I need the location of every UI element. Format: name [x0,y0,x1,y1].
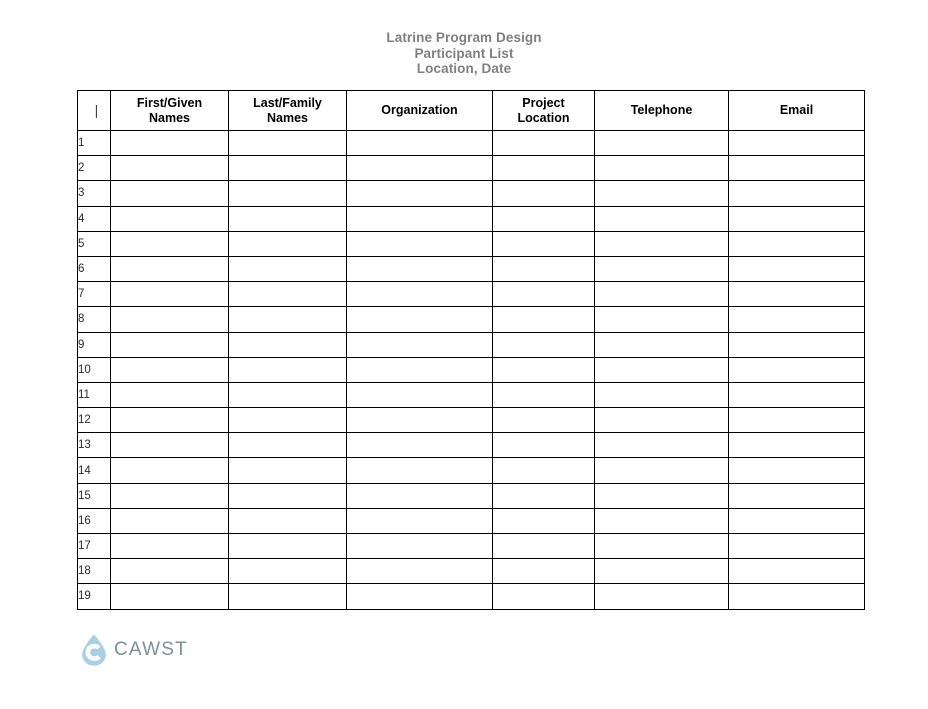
cell-last-name[interactable] [229,256,347,281]
cell-last-name[interactable] [229,181,347,206]
cell-project-location[interactable] [493,408,595,433]
table-row [78,508,865,533]
cell-last-name[interactable] [229,483,347,508]
cell-telephone[interactable] [595,256,729,281]
cell-project-location[interactable] [493,282,595,307]
cell-first-name[interactable] [111,508,229,533]
cell-organization[interactable] [347,534,493,559]
cell-email[interactable] [729,181,865,206]
participant-list-table [77,90,865,610]
cell-organization[interactable] [347,357,493,382]
cell-email[interactable] [729,357,865,382]
cell-telephone[interactable] [595,231,729,256]
cell-organization[interactable] [347,483,493,508]
cell-email[interactable] [729,534,865,559]
cell-first-name[interactable] [111,206,229,231]
water-droplet-icon [79,633,109,667]
table-row [78,382,865,407]
cell-telephone[interactable] [595,408,729,433]
cell-first-name[interactable] [111,382,229,407]
table-row [78,408,865,433]
cell-last-name[interactable] [229,534,347,559]
table-row [78,131,865,156]
cell-email[interactable] [729,332,865,357]
row-number: 15 [78,483,111,508]
row-number: 6 [78,256,111,281]
cell-organization[interactable] [347,282,493,307]
cell-email[interactable] [729,508,865,533]
cell-telephone[interactable] [595,483,729,508]
cell-last-name[interactable] [229,282,347,307]
cell-project-location[interactable] [493,534,595,559]
cell-last-name[interactable] [229,156,347,181]
cell-telephone[interactable] [595,559,729,584]
cell-telephone[interactable] [595,382,729,407]
table-row [78,156,865,181]
cell-project-location[interactable] [493,231,595,256]
cell-last-name[interactable] [229,231,347,256]
cell-email[interactable] [729,483,865,508]
cell-telephone[interactable] [595,584,729,609]
cell-project-location[interactable] [493,307,595,332]
cell-last-name[interactable] [229,131,347,156]
row-number: 1 [78,131,111,156]
row-number: 8 [78,307,111,332]
cell-email[interactable] [729,433,865,458]
cell-first-name[interactable] [111,433,229,458]
cell-first-name[interactable] [111,231,229,256]
cell-last-name[interactable] [229,332,347,357]
row-number: 19 [78,584,111,609]
row-number: 12 [78,408,111,433]
cell-organization[interactable] [347,131,493,156]
table-row [78,181,865,206]
row-number: 5 [78,231,111,256]
cell-first-name[interactable] [111,584,229,609]
cell-project-location[interactable] [493,357,595,382]
table-row [78,559,865,584]
cell-first-name[interactable] [111,131,229,156]
cell-project-location[interactable] [493,483,595,508]
cell-project-location[interactable] [493,206,595,231]
cell-last-name[interactable] [229,357,347,382]
cell-organization[interactable] [347,256,493,281]
row-number: 7 [78,282,111,307]
column-header-last-name-line2: Names [267,110,308,125]
column-header-organization-label: Organization [381,103,458,118]
cell-telephone[interactable] [595,131,729,156]
cell-email[interactable] [729,584,865,609]
cell-organization[interactable] [347,433,493,458]
cell-first-name[interactable] [111,458,229,483]
cell-organization[interactable] [347,408,493,433]
cell-project-location[interactable] [493,156,595,181]
cell-last-name[interactable] [229,559,347,584]
cell-organization[interactable] [347,559,493,584]
column-header-telephone [595,91,729,131]
table-row [78,206,865,231]
cell-last-name[interactable] [229,508,347,533]
title-line-program: Latrine Program Design [386,30,542,45]
cell-first-name[interactable] [111,181,229,206]
cell-first-name[interactable] [111,156,229,181]
column-header-first-name [111,91,229,131]
cell-organization[interactable] [347,508,493,533]
cell-first-name[interactable] [111,559,229,584]
cell-telephone[interactable] [595,433,729,458]
cell-telephone[interactable] [595,357,729,382]
table-row [78,307,865,332]
cell-telephone[interactable] [595,181,729,206]
cell-organization[interactable] [347,382,493,407]
cawst-logo [79,633,188,667]
text-cursor-icon: | [94,101,99,118]
cell-email[interactable] [729,408,865,433]
cell-first-name[interactable] [111,534,229,559]
row-number: 14 [78,458,111,483]
cell-email[interactable] [729,256,865,281]
table-row [78,534,865,559]
title-line-location-date: Location, Date [416,61,512,77]
table-header [78,91,865,131]
cell-last-name[interactable] [229,584,347,609]
column-header-project-location-line1: Project [522,96,565,110]
title-line-subtitle: Participant List [414,45,514,61]
cell-first-name[interactable] [111,483,229,508]
cell-email[interactable] [729,231,865,256]
cell-first-name[interactable] [111,408,229,433]
cell-project-location[interactable] [493,508,595,533]
cell-organization[interactable] [347,584,493,609]
cell-email[interactable] [729,206,865,231]
column-header-project-location [493,91,595,131]
cawst-wordmark: CAWST [114,639,188,660]
cell-first-name[interactable] [111,282,229,307]
cell-email[interactable] [729,131,865,156]
table-row [78,256,865,281]
cell-last-name[interactable] [229,408,347,433]
column-header-first-name-line2: Names [149,110,190,125]
row-number: 2 [78,156,111,181]
cell-telephone[interactable] [595,307,729,332]
table-row [78,458,865,483]
row-number: 10 [78,357,111,382]
cell-first-name[interactable] [111,332,229,357]
cell-organization[interactable] [347,307,493,332]
cell-last-name[interactable] [229,307,347,332]
column-header-email [729,91,865,131]
cell-project-location[interactable] [493,584,595,609]
cell-telephone[interactable] [595,282,729,307]
cell-email[interactable] [729,307,865,332]
participant-table-container [77,90,864,610]
column-header-last-name-line1: Last/Family [253,96,322,110]
cell-project-location[interactable] [493,382,595,407]
cell-first-name[interactable] [111,256,229,281]
row-number: 18 [78,559,111,584]
table-row [78,231,865,256]
column-header-project-location-line2: Location [517,110,570,125]
cell-telephone[interactable] [595,332,729,357]
row-number: 3 [78,181,111,206]
cell-project-location[interactable] [493,131,595,156]
cell-project-location[interactable] [493,458,595,483]
cell-last-name[interactable] [229,206,347,231]
cell-email[interactable] [729,382,865,407]
cell-telephone[interactable] [595,206,729,231]
table-row [78,332,865,357]
cell-organization[interactable] [347,458,493,483]
cell-telephone[interactable] [595,534,729,559]
column-header-organization [347,91,493,131]
row-number: 4 [78,206,111,231]
table-header-row [78,91,865,131]
column-header-email-label: Email [779,103,814,118]
table-row [78,433,865,458]
cell-first-name[interactable] [111,357,229,382]
column-header-index [78,91,111,131]
cell-first-name[interactable] [111,307,229,332]
column-header-first-name-line1: First/Given [136,96,203,110]
table-body [78,131,865,610]
row-number: 13 [78,433,111,458]
cell-organization[interactable] [347,181,493,206]
table-row [78,584,865,609]
cell-email[interactable] [729,282,865,307]
cell-telephone[interactable] [595,458,729,483]
row-number: 17 [78,534,111,559]
row-number: 16 [78,508,111,533]
cell-project-location[interactable] [493,332,595,357]
column-header-telephone-label: Telephone [630,103,693,118]
table-row [78,483,865,508]
row-number: 9 [78,332,111,357]
cell-email[interactable] [729,458,865,483]
document-title [0,30,928,77]
cell-telephone[interactable] [595,508,729,533]
table-row [78,282,865,307]
cell-last-name[interactable] [229,433,347,458]
cell-email[interactable] [729,559,865,584]
cell-organization[interactable] [347,206,493,231]
column-header-last-name [229,91,347,131]
cell-last-name[interactable] [229,382,347,407]
cell-organization[interactable] [347,231,493,256]
cell-project-location[interactable] [493,181,595,206]
cell-organization[interactable] [347,332,493,357]
cell-project-location[interactable] [493,559,595,584]
cell-project-location[interactable] [493,256,595,281]
row-number: 11 [78,382,111,407]
table-row [78,357,865,382]
cell-telephone[interactable] [595,156,729,181]
cell-last-name[interactable] [229,458,347,483]
cell-email[interactable] [729,156,865,181]
cell-project-location[interactable] [493,433,595,458]
cell-organization[interactable] [347,156,493,181]
